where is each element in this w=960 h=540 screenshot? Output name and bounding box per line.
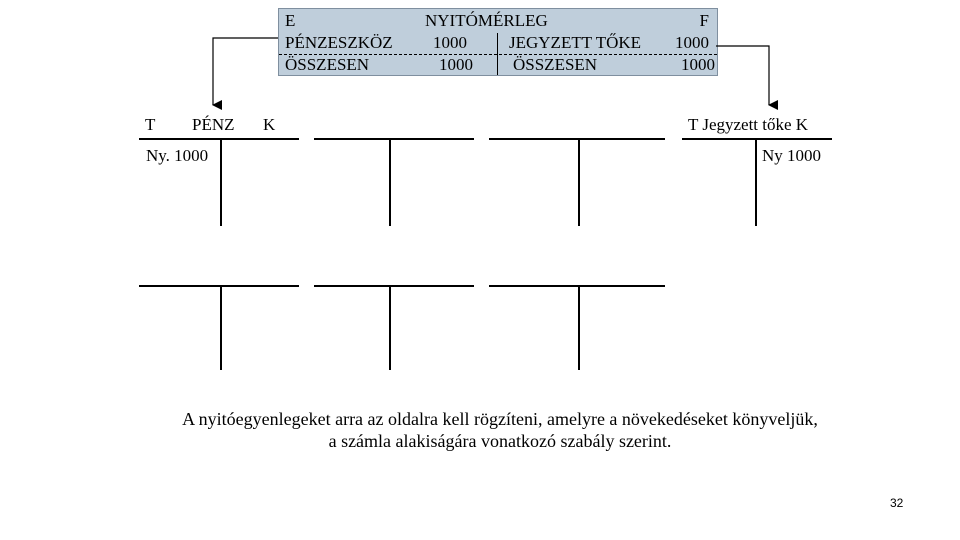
liability-item-value: 1000: [675, 33, 709, 52]
asset-item-label: PÉNZESZKÖZ: [285, 33, 393, 52]
credit-side-header: F: [699, 11, 709, 30]
t-account-divider: [220, 285, 222, 370]
cash-opening-entry: Ny. 1000: [146, 146, 209, 165]
capital-opening-entry: Ny 1000: [762, 146, 822, 165]
t-account-top-line: [314, 138, 474, 140]
asset-total-label: ÖSSZESEN: [285, 55, 370, 74]
cash-account-divider: [220, 138, 222, 226]
debit-side-header: E: [285, 11, 296, 30]
arrow-to-cash-account: [213, 38, 278, 105]
arrow-to-capital-account: [716, 46, 769, 105]
explanatory-note: [0, 408, 960, 452]
cash-account-name: PÉNZ: [192, 115, 235, 134]
note-line-1: A nyitóegyenlegeket arra az oldalra kell rögzíteni, amelyre a növekedéseket könyveljük,: [182, 409, 818, 429]
capital-account-header: T Jegyzett tőke K: [688, 115, 809, 134]
liability-total-value: 1000: [681, 55, 715, 74]
t-account-divider: [389, 138, 391, 226]
page-number: 32: [890, 496, 904, 510]
liability-total-label: ÖSSZESEN: [513, 55, 598, 74]
cash-account-top-line: [139, 138, 299, 140]
cash-credit-label: K: [263, 115, 276, 134]
t-account-top-line: [489, 138, 665, 140]
t-account-top-line: [314, 285, 474, 287]
cash-debit-label: T: [145, 115, 156, 134]
capital-account-top-line: [682, 138, 832, 140]
t-account-top-line: [489, 285, 665, 287]
t-account-divider: [578, 138, 580, 226]
t-account-divider: [389, 285, 391, 370]
asset-item-value: 1000: [433, 33, 467, 52]
liability-item-label: JEGYZETT TŐKE: [509, 33, 642, 52]
note-line-2: a számla alakiságára vonatkozó szabály szerint.: [328, 431, 672, 451]
t-account-top-line: [139, 285, 299, 287]
asset-total-value: 1000: [439, 55, 473, 74]
capital-account-divider: [755, 138, 757, 226]
t-account-divider: [578, 285, 580, 370]
balance-title: NYITÓMÉRLEG: [425, 11, 548, 30]
